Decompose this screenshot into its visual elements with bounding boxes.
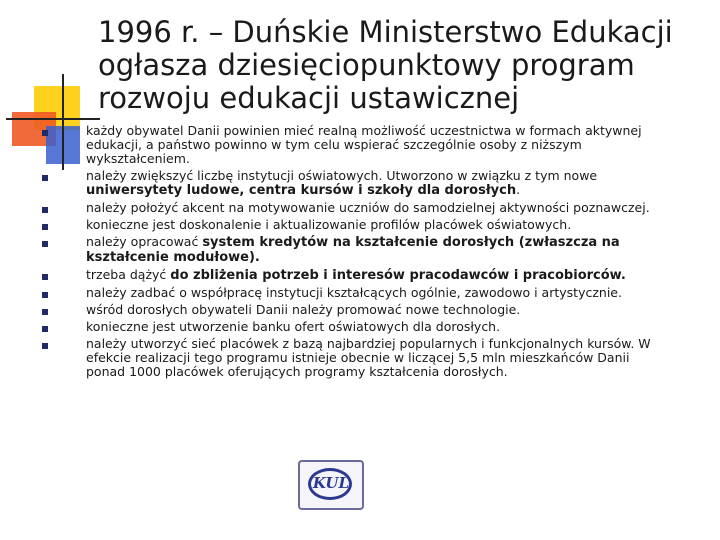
bullet-square-icon: [42, 343, 48, 349]
bullet-text: konieczne jest doskonalenie i aktualizowanie profilów placówek oświatowych.: [86, 217, 572, 232]
bullet-square-icon: [42, 207, 48, 213]
bullet-item: [40, 286, 670, 300]
bullet-text: wśród dorosłych obywateli Danii należy promować nowe technologie.: [86, 302, 521, 317]
slide-title: 1996 r. – Duńskie Ministerstwo Edukacji ogłasza dziesięciopunktowy program rozwoju edukacji ustawicznej: [98, 15, 673, 115]
bullet-text: należy utworzyć sieć placówek z bazą najbardziej popularnych i funkcjonalnych kursów. W efekcie realizacji tego programu istnieje obecnie w liczącej 5,5 mln mieszkańców Danii ponad 1000 placówek oferujących programy kształcenia dorosłych.: [86, 336, 651, 379]
bullet-item: [40, 124, 670, 166]
kul-logo: [298, 460, 364, 510]
bullet-item: [40, 320, 670, 334]
bullet-text: należy opracować: [86, 234, 203, 249]
bullet-text-bold: system kredytów na kształcenie dorosłych (zwłaszcza na kształcenie modułowe).: [86, 235, 620, 265]
bullet-item: [40, 268, 670, 283]
bullet-square-icon: [42, 309, 48, 315]
bullet-text: należy położyć akcent na motywowanie uczniów do samodzielnej aktywności poznawczej.: [86, 200, 650, 215]
bullet-square-icon: [42, 241, 48, 247]
bullet-text: należy zwiększyć liczbę instytucji oświatowych. Utworzono w związku z tym nowe: [86, 168, 598, 183]
bullet-item: [40, 303, 670, 317]
bullet-square-icon: [42, 175, 48, 181]
bullet-square-icon: [42, 224, 48, 230]
logo-text: KUL: [312, 474, 350, 492]
decor-horizontal-line: [6, 118, 100, 120]
bullet-text: należy zadbać o współpracę instytucji kształcących ogólnie, zawodowo i artystycznie.: [86, 285, 622, 300]
bullet-list: [40, 124, 670, 382]
bullet-text-bold: uniwersytety ludowe, centra kursów i szkoły dla dorosłych: [86, 183, 517, 198]
bullet-text: każdy obywatel Danii powinien mieć realną możliwość uczestnictwa w formach aktywnej edukacji, a państwo powinno w tym celu wspierać szczególnie osoby z niższym wykształceniem.: [86, 123, 642, 166]
bullet-item: [40, 337, 670, 379]
bullet-item: [40, 218, 670, 232]
bullet-item: [40, 169, 670, 198]
bullet-text-bold: do zbliżenia potrzeb i interesów pracodawców i pracobiorców.: [170, 268, 626, 283]
bullet-square-icon: [42, 326, 48, 332]
bullet-square-icon: [42, 292, 48, 298]
bullet-text: .: [516, 182, 521, 197]
bullet-item: [40, 235, 670, 265]
bullet-square-icon: [42, 274, 48, 280]
bullet-item: [40, 201, 670, 215]
bullet-text: trzeba dążyć: [86, 267, 171, 282]
bullet-text: konieczne jest utworzenie banku ofert oświatowych dla dorosłych.: [86, 319, 501, 334]
bullet-square-icon: [42, 130, 48, 136]
